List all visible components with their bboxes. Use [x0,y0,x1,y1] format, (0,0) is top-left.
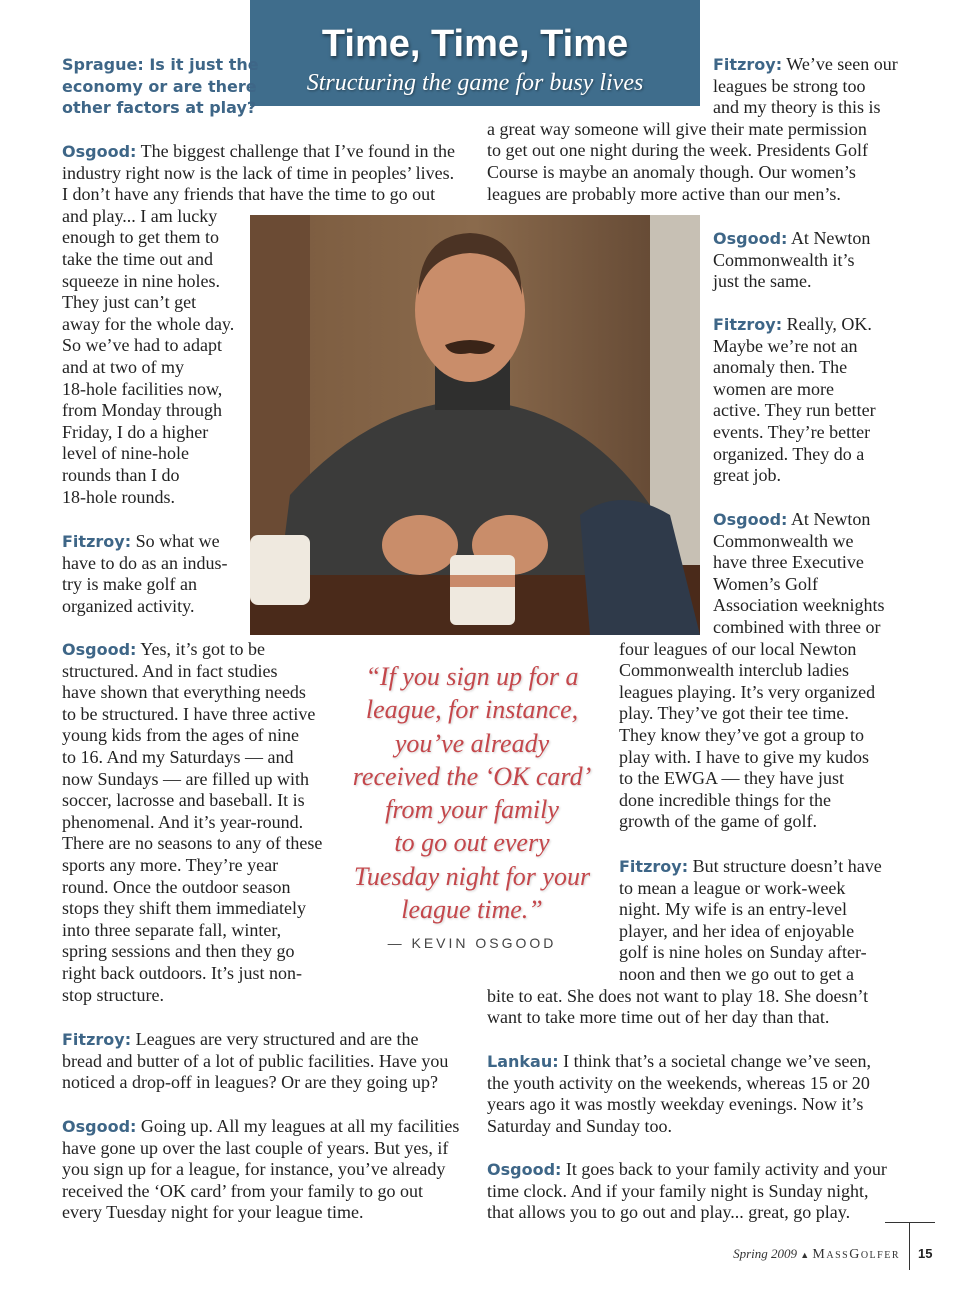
line: play with. I have to give my kudos [619,746,869,767]
line: They just can’t get [62,292,197,313]
line: Saturday and Sunday too. [487,1115,672,1136]
speaker-label: Osgood: [713,510,788,529]
line: every Tuesday night for your league time. [62,1202,364,1223]
line: 18-hole facilities now, [62,378,223,399]
line: noon and then we go out to get a [619,963,854,984]
line: have three Executive [713,552,864,573]
line: a great way someone will give their mate permission [487,118,867,139]
line: stop structure. [62,984,164,1005]
speaker-label: Fitzroy: [62,1030,132,1049]
qa-block-1 [62,54,259,119]
line: try is make golf an [62,574,197,595]
speaker-label: Osgood: [62,640,137,659]
pull-quote [352,660,592,926]
line: Is it just the [149,55,259,74]
photo-illustration [250,215,700,635]
line: to be structured. I have three active [62,703,316,724]
line: So what we [135,531,220,551]
line: great job. [713,465,781,486]
line: you sign up for a league, for instance, you’ve already [62,1159,446,1180]
pull-quote-line: to go out every [394,828,550,858]
line: phenomenal. And it’s year-round. [62,811,304,832]
speaker-label: Fitzroy: [713,55,783,74]
pull-quote-line: league, for instance, [365,695,579,725]
speaker-label: Osgood: [713,229,788,248]
line: that allows you to go out and play... great, go play. [487,1202,851,1223]
pull-quote-line: from your family [385,795,559,825]
line: organized activity. [62,595,195,616]
qa-block-5 [62,1029,448,1094]
line: level of nine-hole [62,443,189,464]
speaker-label: Osgood: [62,142,137,161]
line: events. They’re better [713,421,871,442]
qa-block-12 [487,1051,871,1137]
line: the youth activity on the weekends, whereas 15 or 20 [487,1072,870,1093]
line: squeeze in nine holes. [62,270,220,291]
line: other factors at play? [62,98,257,118]
line: 18-hole rounds. [62,486,175,507]
line: years ago it was mostly weekday evenings. Now it’s [487,1094,864,1115]
line: organized. They do a [713,443,865,464]
line: to get out one night during the week. Presidents Golf [487,140,868,161]
line: I think that’s a societal change we’ve seen, [563,1051,871,1071]
pull-quote-line: league time.” [401,895,543,925]
issue-date: Spring 2009 [733,1246,797,1261]
line: from Monday through [62,400,222,421]
line: night. My wife is an entry-level [619,899,847,920]
line: women are more [713,378,834,399]
line: have to do as an indus- [62,552,228,573]
qa-block-3 [62,531,227,617]
qa-block-9 [713,314,876,487]
interview-photo [250,215,700,635]
line: have gone up over the last couple of years. But yes, if [62,1137,449,1158]
speaker-label: Osgood: [487,1160,562,1179]
line: time clock. And if your family night is Sunday night, [487,1180,869,1201]
speaker-label: Lankau: [487,1052,559,1071]
line: So we’ve had to adapt [62,335,222,356]
line: active. They run better [713,400,876,421]
line: received the ‘OK card’ from your family to go out [62,1180,424,1201]
article-title: Time, Time, Time [321,23,629,65]
line: There are no seasons to any of these [62,833,323,854]
line: combined with three or [713,616,881,637]
line: noticed a drop-off in leagues? Or are they going up? [62,1072,439,1093]
line: to the EWGA — they have just [619,768,844,789]
line: leagues playing. It’s very organized [619,681,876,702]
line: leagues be strong too [713,75,866,96]
line: Yes, it’s got to be [140,639,265,659]
line: But structure doesn’t have [692,856,882,876]
line: Association weeknights [713,595,885,616]
line: Really, OK. [786,314,872,334]
pull-quote-line: Tuesday night for your [353,861,591,891]
qa-block-8 [713,228,870,293]
line: economy or are there [62,76,257,96]
line: I don’t have any friends that have the time to go out [62,184,436,205]
qa-block-6 [62,1116,459,1224]
triangle-icon: ▲ [800,1250,810,1260]
line: now Sundays — are filled up with [62,768,309,789]
line: four leagues of our local Newton [619,638,857,659]
pull-quote-attribution: — KEVIN OSGOOD [387,935,557,951]
line: The biggest challenge that I’ve found in the [140,141,456,161]
line: Leagues are very structured and are the [135,1029,419,1049]
line: Maybe we’re not an [713,335,858,356]
crop-mark-vertical [909,1222,910,1270]
qa-block-13 [487,1159,887,1224]
line: growth of the game of golf. [619,811,817,832]
article-subtitle: Structuring the game for busy lives [306,70,644,96]
line: Course is maybe an anomaly though. Our women’s [487,161,856,182]
line: soccer, lacrosse and baseball. It is [62,790,305,811]
line: play. They’ve got their tee time. [619,703,849,724]
line: structured. And in fact studies [62,660,278,681]
line: stops they shift them immediately [62,898,306,919]
line: Going up. All my leagues at all my facilities [140,1116,460,1136]
line: sports any more. They’re year [62,854,279,875]
pull-quote-line: you’ve already [394,728,550,758]
line: Commonwealth we [713,530,854,551]
line: enough to get them to [62,227,219,248]
line: right back outdoors. It’s just non- [62,962,302,983]
line: At Newton [790,509,871,529]
line: round. Once the outdoor season [62,876,291,897]
page-footer [600,1246,900,1263]
line: to mean a league or work-week [619,877,846,898]
line: golf is nine holes on Sunday after- [619,942,867,963]
speaker-label: Osgood: [62,1117,137,1136]
pull-quote-line: received the ‘OK card’ [352,761,592,791]
speaker-label: Sprague: [62,55,144,74]
line: take the time out and [62,248,213,269]
line: bite to eat. She does not want to play 18. She doesn’t [487,985,869,1006]
line: We’ve seen our [786,54,898,74]
page-number: 15 [918,1246,933,1261]
speaker-label: Fitzroy: [713,315,783,334]
line: spring sessions and then they go [62,941,295,962]
line: anomaly then. The [713,357,848,378]
line: Friday, I do a higher [62,421,209,442]
line: just the same. [713,271,812,292]
line: Commonwealth it’s [713,249,855,270]
line: rounds than I do [62,464,180,485]
qa-block-7 [487,54,898,205]
speaker-label: Fitzroy: [62,532,132,551]
line: leagues are probably more active than our men’s. [487,183,841,204]
line: have shown that everything needs [62,682,306,703]
line: into three separate fall, winter, [62,919,282,940]
line: They know they’ve got a group to [619,724,864,745]
qa-block-4 [62,639,322,1006]
line: Commonwealth interclub ladies [619,660,849,681]
line: want to take more time out of her day than that. [487,1007,830,1028]
line: At Newton [790,228,871,248]
line: bread and butter of a lot of public facilities. Have you [62,1050,449,1071]
line: young kids from the ages of nine [62,725,299,746]
line: industry right now is the lack of time in peoples’ lives. [62,162,455,183]
crop-mark-horizontal [885,1222,935,1223]
line: to 16. And my Saturdays — and [62,746,294,767]
speaker-label: Fitzroy: [619,857,689,876]
line: and at two of my [62,356,184,377]
line: player, and her idea of enjoyable [619,920,855,941]
line: and my theory is this is [713,97,881,118]
line: Women’s Golf [713,573,819,594]
line: It goes back to your family activity and your [565,1159,887,1179]
line: and play... I am lucky [62,205,218,226]
line: away for the whole day. [62,313,235,334]
line: done incredible things for the [619,789,831,810]
pull-quote-line: “If you sign up for a [365,662,579,691]
magazine-name: MassGolfer [812,1247,900,1262]
